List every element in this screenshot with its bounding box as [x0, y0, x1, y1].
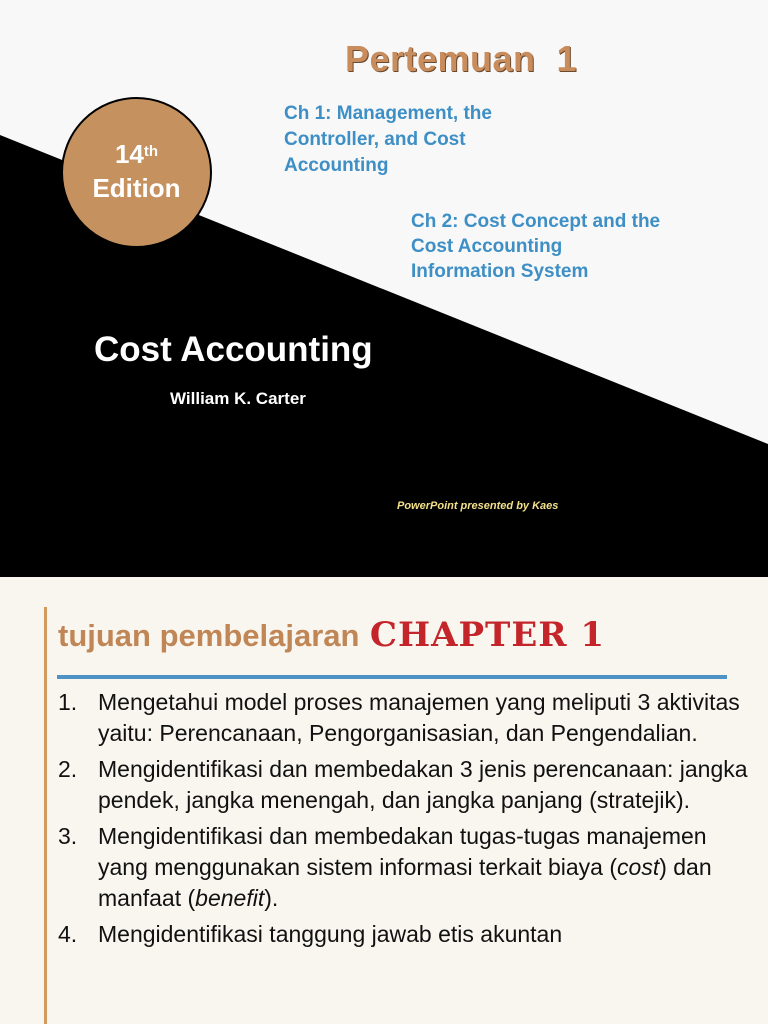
objectives-slide: [0, 577, 768, 1024]
edition-badge: [61, 97, 212, 248]
book-title: Cost Accounting: [94, 330, 373, 369]
list-item-text: Mengidentifikasi dan membedakan 3 jenis perencanaan: jangka pendek, jangka menengah, dan jangka panjang (stratejik).: [98, 756, 748, 813]
list-item-text: Mengetahui model proses manajemen yang meliputi 3 aktivitas yaitu: Perencanaan, Pengorganisasian, dan Pengendalian.: [98, 689, 740, 746]
list-item-text-part: Mengidentifikasi dan membedakan tugas-tugas manajemen yang menggunakan sistem informasi terkait biaya (: [98, 823, 707, 880]
objectives-title-chapter: CHAPTER 1: [369, 615, 606, 655]
list-item-text: [98, 823, 712, 911]
list-item-text-part: ).: [264, 885, 279, 911]
term-benefit: benefit: [195, 885, 265, 911]
objectives-title: [58, 615, 605, 655]
list-item-text-part: ) dan manfaat (: [98, 854, 712, 911]
title-underline-rule: [57, 675, 727, 679]
list-item-number: 2.: [58, 756, 78, 782]
list-item-number: 1.: [58, 689, 78, 715]
objectives-title-lead: tujuan pembelajaran: [58, 618, 360, 653]
list-item: [58, 754, 748, 816]
presented-by-credit: PowerPoint presented by Kaes: [397, 500, 559, 512]
chapter-1-line: Accounting: [284, 155, 389, 176]
edition-number: 14: [114, 139, 144, 169]
edition-suffix: th: [143, 143, 159, 160]
list-item: [58, 919, 748, 950]
chapter-2-line: Cost Accounting: [411, 236, 563, 257]
chapter-2-heading: [411, 209, 731, 284]
chapter-2-line: Information System: [411, 261, 589, 282]
slide-title: Pertemuan 1: [344, 38, 578, 79]
chapter-1-line: Ch 1: Management, the: [284, 103, 492, 124]
term-cost: cost: [617, 854, 660, 880]
list-item-number: 3.: [58, 823, 78, 849]
edition-label: Edition: [92, 173, 181, 203]
list-item-number: 4.: [58, 921, 78, 947]
list-item: [58, 821, 748, 914]
author-name: William K. Carter: [170, 389, 306, 408]
list-item-text: Mengidentifikasi tanggung jawab etis akuntan: [98, 921, 563, 947]
chapter-1-line: Controller, and Cost: [284, 129, 466, 150]
left-accent-bar: [44, 607, 47, 1024]
objectives-list: [58, 687, 748, 955]
list-item: [58, 687, 748, 749]
chapter-1-heading: [284, 101, 564, 179]
edition-number-line: [63, 139, 210, 169]
chapter-2-line: Ch 2: Cost Concept and the: [411, 211, 661, 232]
